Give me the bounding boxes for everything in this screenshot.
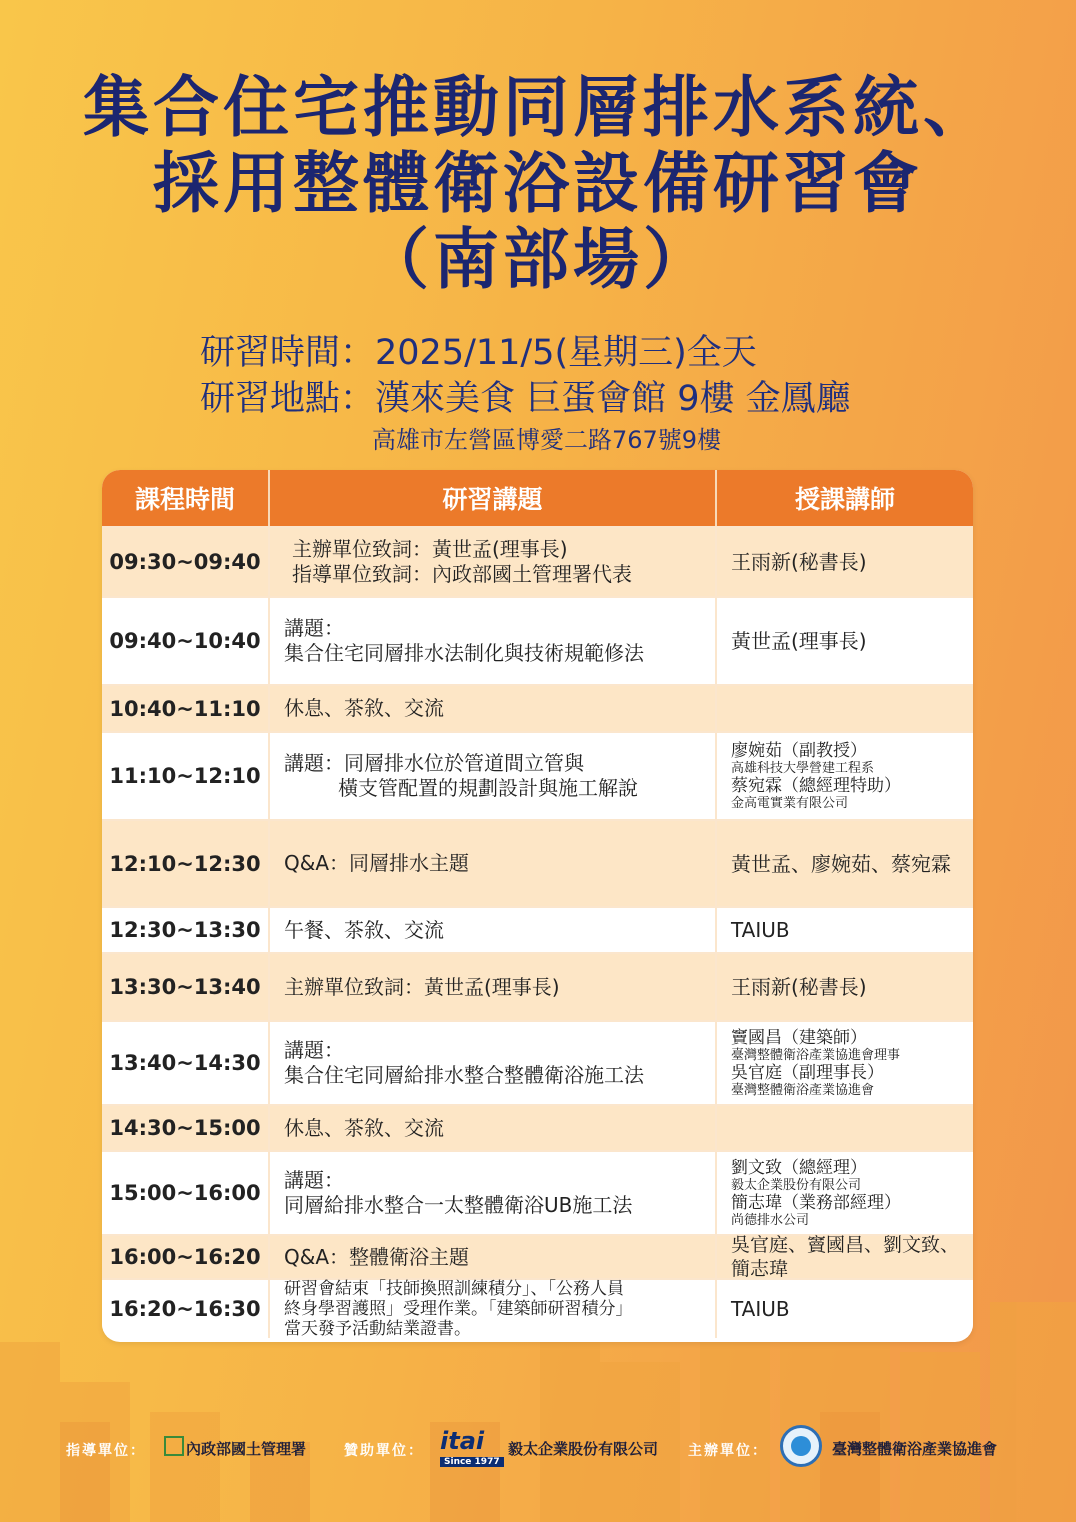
row-topic: 午餐、茶敘、交流 xyxy=(268,908,715,952)
row-topic: 主辦單位致詞：黃世孟(理事長) 指導單位致詞：內政部國土管理署代表 xyxy=(268,528,715,596)
sponsor-org: 毅太企業股份有限公司 xyxy=(508,1440,659,1458)
table-row xyxy=(102,1020,973,1104)
row-time: 11:10~12:10 xyxy=(109,764,261,788)
row-instructor: TAIUB xyxy=(715,1280,973,1338)
header-instructor: 授課講師 xyxy=(715,470,973,526)
row-topic: 講題： 同層給排水整合一太整體衛浴UB施工法 xyxy=(268,1152,715,1234)
event-place xyxy=(200,376,851,422)
footer-sponsors xyxy=(0,1425,1076,1471)
row-topic: Q&A：同層排水主題 xyxy=(268,821,715,906)
table-row xyxy=(102,731,973,819)
header-time: 課程時間 xyxy=(134,485,235,514)
event-time xyxy=(200,330,851,376)
table-row xyxy=(102,684,973,731)
table-row xyxy=(102,1234,973,1278)
ministry-logo-icon xyxy=(164,1436,184,1456)
table-row xyxy=(102,596,973,684)
event-address: 高雄市左營區博愛二路767號9樓 xyxy=(372,426,722,454)
guidance-label: 指導單位： xyxy=(66,1443,146,1459)
row-topic: 休息、茶敘、交流 xyxy=(268,1106,715,1150)
host-org: 臺灣整體衛浴產業協進會 xyxy=(832,1440,998,1458)
row-topic: 講題：同層排水位於管道間立管與 橫支管配置的規劃設計與施工解說 xyxy=(268,733,715,819)
guidance-org: 內政部國土管理署 xyxy=(186,1440,307,1458)
row-time: 13:40~14:30 xyxy=(109,1051,261,1075)
table-row xyxy=(102,952,973,1020)
row-instructor: TAIUB xyxy=(715,908,973,952)
table-row xyxy=(102,819,973,906)
association-seal-icon xyxy=(780,1425,822,1467)
table-row xyxy=(102,1104,973,1150)
row-time: 13:30~13:40 xyxy=(109,975,261,999)
row-instructor: 劉文致（總經理） 毅太企業股份有限公司 簡志瑋（業務部經理） 尚德排水公司 xyxy=(715,1152,973,1234)
table-row xyxy=(102,906,973,952)
row-time: 14:30~15:00 xyxy=(109,1116,261,1140)
row-topic: 講題： 集合住宅同層給排水整合整體衛浴施工法 xyxy=(268,1022,715,1104)
row-instructor: 王雨新(秘書長) xyxy=(715,528,973,596)
table-row xyxy=(102,526,973,596)
row-instructor: 黃世孟、廖婉茹、蔡宛霖 xyxy=(715,821,973,906)
sponsor-label: 贊助單位： xyxy=(344,1443,424,1459)
time-value: 2025/11/5(星期三)全天 xyxy=(375,333,757,373)
event-info xyxy=(200,330,851,458)
row-instructor: 廖婉茹（副教授） 高雄科技大學營建工程系 蔡宛霖（總經理特助） 金高電實業有限公司 xyxy=(715,733,973,819)
schedule-table xyxy=(102,470,973,1342)
row-instructor: 竇國昌（建築師） 臺灣整體衛浴產業協進會理事 吳官庭（副理事長） 臺灣整體衛浴產業協進會 xyxy=(715,1022,973,1104)
row-time: 16:20~16:30 xyxy=(109,1297,261,1321)
itai-since: Since 1977 xyxy=(440,1457,504,1467)
row-time: 16:00~16:20 xyxy=(109,1245,261,1269)
row-topic: 休息、茶敘、交流 xyxy=(268,686,715,731)
row-time: 09:30~09:40 xyxy=(109,550,261,574)
title-line-1: 集合住宅推動同層排水系統、 xyxy=(83,69,993,146)
table-header xyxy=(102,470,973,526)
row-topic: 講題： 集合住宅同層排水法制化與技術規範修法 xyxy=(268,598,715,684)
header-topic: 研習講題 xyxy=(268,470,715,526)
place-label: 研習地點： xyxy=(200,379,376,419)
row-time: 12:30~13:30 xyxy=(109,918,261,942)
row-instructor: 吳官庭、竇國昌、劉文致、簡志瑋 xyxy=(715,1236,973,1278)
row-time: 12:10~12:30 xyxy=(109,851,261,876)
row-time: 15:00~16:00 xyxy=(109,1181,261,1205)
row-time: 09:40~10:40 xyxy=(109,629,261,653)
host-label: 主辦單位： xyxy=(688,1443,768,1459)
time-label: 研習時間： xyxy=(200,333,376,373)
row-topic: 研習會結束「技師換照訓練積分」、「公務人員 終身學習護照」受理作業。「建築師研習積分」 當天發予活動結業證書。 xyxy=(268,1280,715,1338)
page-title xyxy=(0,70,1076,298)
table-row xyxy=(102,1150,973,1234)
place-value: 漢來美食 巨蛋會館 9樓 金鳳廳 xyxy=(375,379,851,419)
row-instructor xyxy=(715,686,973,731)
row-instructor: 王雨新(秘書長) xyxy=(715,954,973,1020)
title-line-3: （南部場） xyxy=(363,221,713,298)
row-instructor: 黃世孟(理事長) xyxy=(715,598,973,684)
row-instructor xyxy=(715,1106,973,1150)
table-row xyxy=(102,1278,973,1338)
row-topic: Q&A：整體衛浴主題 xyxy=(268,1236,715,1278)
itai-logo: itai xyxy=(440,1427,485,1455)
row-time: 10:40~11:10 xyxy=(109,696,261,721)
row-topic: 主辦單位致詞：黃世孟(理事長) xyxy=(268,954,715,1020)
title-line-2: 採用整體衛浴設備研習會 xyxy=(153,145,923,222)
